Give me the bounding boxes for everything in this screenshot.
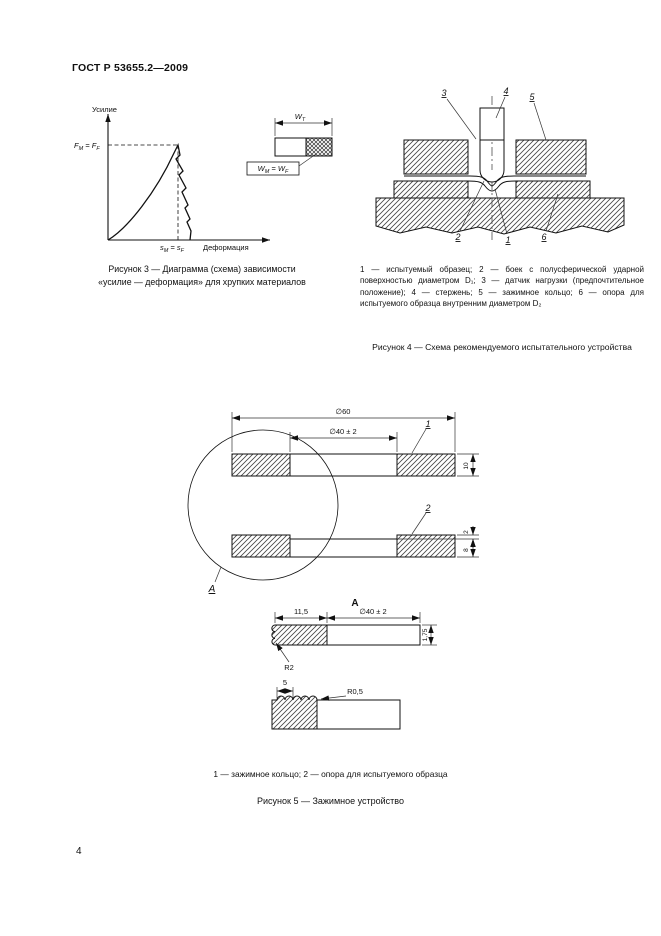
y-axis-label: Усилие [92,105,117,114]
groove-zone-width-value: 11,5 [293,607,309,616]
callout-2-striker: 2 [455,232,461,242]
figure3-caption-line1: Рисунок 3 — Диаграмма (схема) зависимости [108,264,296,274]
serration-pitch-value: 5 [282,678,288,687]
support-ring-section [232,535,455,557]
striker-hemispherical-tip [480,170,504,182]
detail-label-leader [215,567,221,582]
peak-force-label: $F_M = F_F$ [74,141,100,152]
inner-diameter-value: ∅40 ± 2 [329,427,357,436]
figure4-test-device-schematic [372,82,627,254]
tip-radius-value: R0,5 [347,687,363,696]
figure5-clamping-device-drawing [165,392,485,744]
figure4-legend: 1 — испытуемый образец; 2 — боек с полусферической ударной поверхностью диаметром D₁; 3 — датчик нагрузки (предпочтительное положение); 4 — стержень; 5 — зажимное кольцо; 6 — опора для испытуемого образца внутренним диаметром D₂ [360,265,644,309]
callout-1-leader [412,429,426,453]
clamping-ring [404,140,586,174]
detail-inner-diameter-value: ∅40 ± 2 [359,607,387,616]
clamping-ring-section [232,454,455,476]
document-header: ГОСТ Р 53655.2—2009 [72,62,189,74]
figure5-caption: Рисунок 5 — Зажимное устройство [257,796,404,806]
callout-5-clamping-ring: 5 [529,92,535,102]
figure3-force-deformation-diagram [70,100,342,258]
view-a-heading: А [351,598,359,609]
peak-deformation-label: $s_M = s_F$ [160,243,185,254]
support-thickness-dimension [457,539,479,557]
callout-1-specimen: 1 [505,235,511,245]
callout-2-support: 2 [425,503,431,513]
plate-thickness-value: 1,75 [422,628,429,642]
page-number: 4 [76,846,82,857]
callout-3-load-sensor: 3 [441,88,447,98]
peak-guide-lines [108,145,178,240]
callout-6-support: 6 [541,232,547,242]
figure5-legend: 1 — зажимное кольцо; 2 — опора для испытуемого образца [213,769,448,779]
figure3-caption-line2: «усилие — деформация» для хрупких материалов [98,276,306,287]
force-deformation-curve [108,145,191,240]
ring-thickness-value: 10 [463,462,470,470]
callout-2-leader [412,513,426,534]
detail-support-serration [272,687,400,729]
support-thickness-value: 8 [463,548,470,552]
groove-radius-value: R2 [284,663,294,672]
callout-1-clamping-ring: 1 [425,419,431,429]
figure3-caption [52,263,352,289]
diagram-axes [108,114,270,240]
detail-clamping-ring-grooves [272,612,437,662]
peak-energy-label: $W_M = W_F$ [257,164,289,175]
detail-label: А [208,584,216,595]
figure4-caption: Рисунок 4 — Схема рекомендуемого испытательного устройства [372,342,632,352]
outer-diameter-value: ∅60 [335,407,351,416]
total-energy-label: $W_T$ [294,112,306,123]
callout-4-rod: 4 [503,86,509,96]
x-axis-label: Деформация [203,243,249,252]
step-depth-value: 2 [463,530,470,534]
